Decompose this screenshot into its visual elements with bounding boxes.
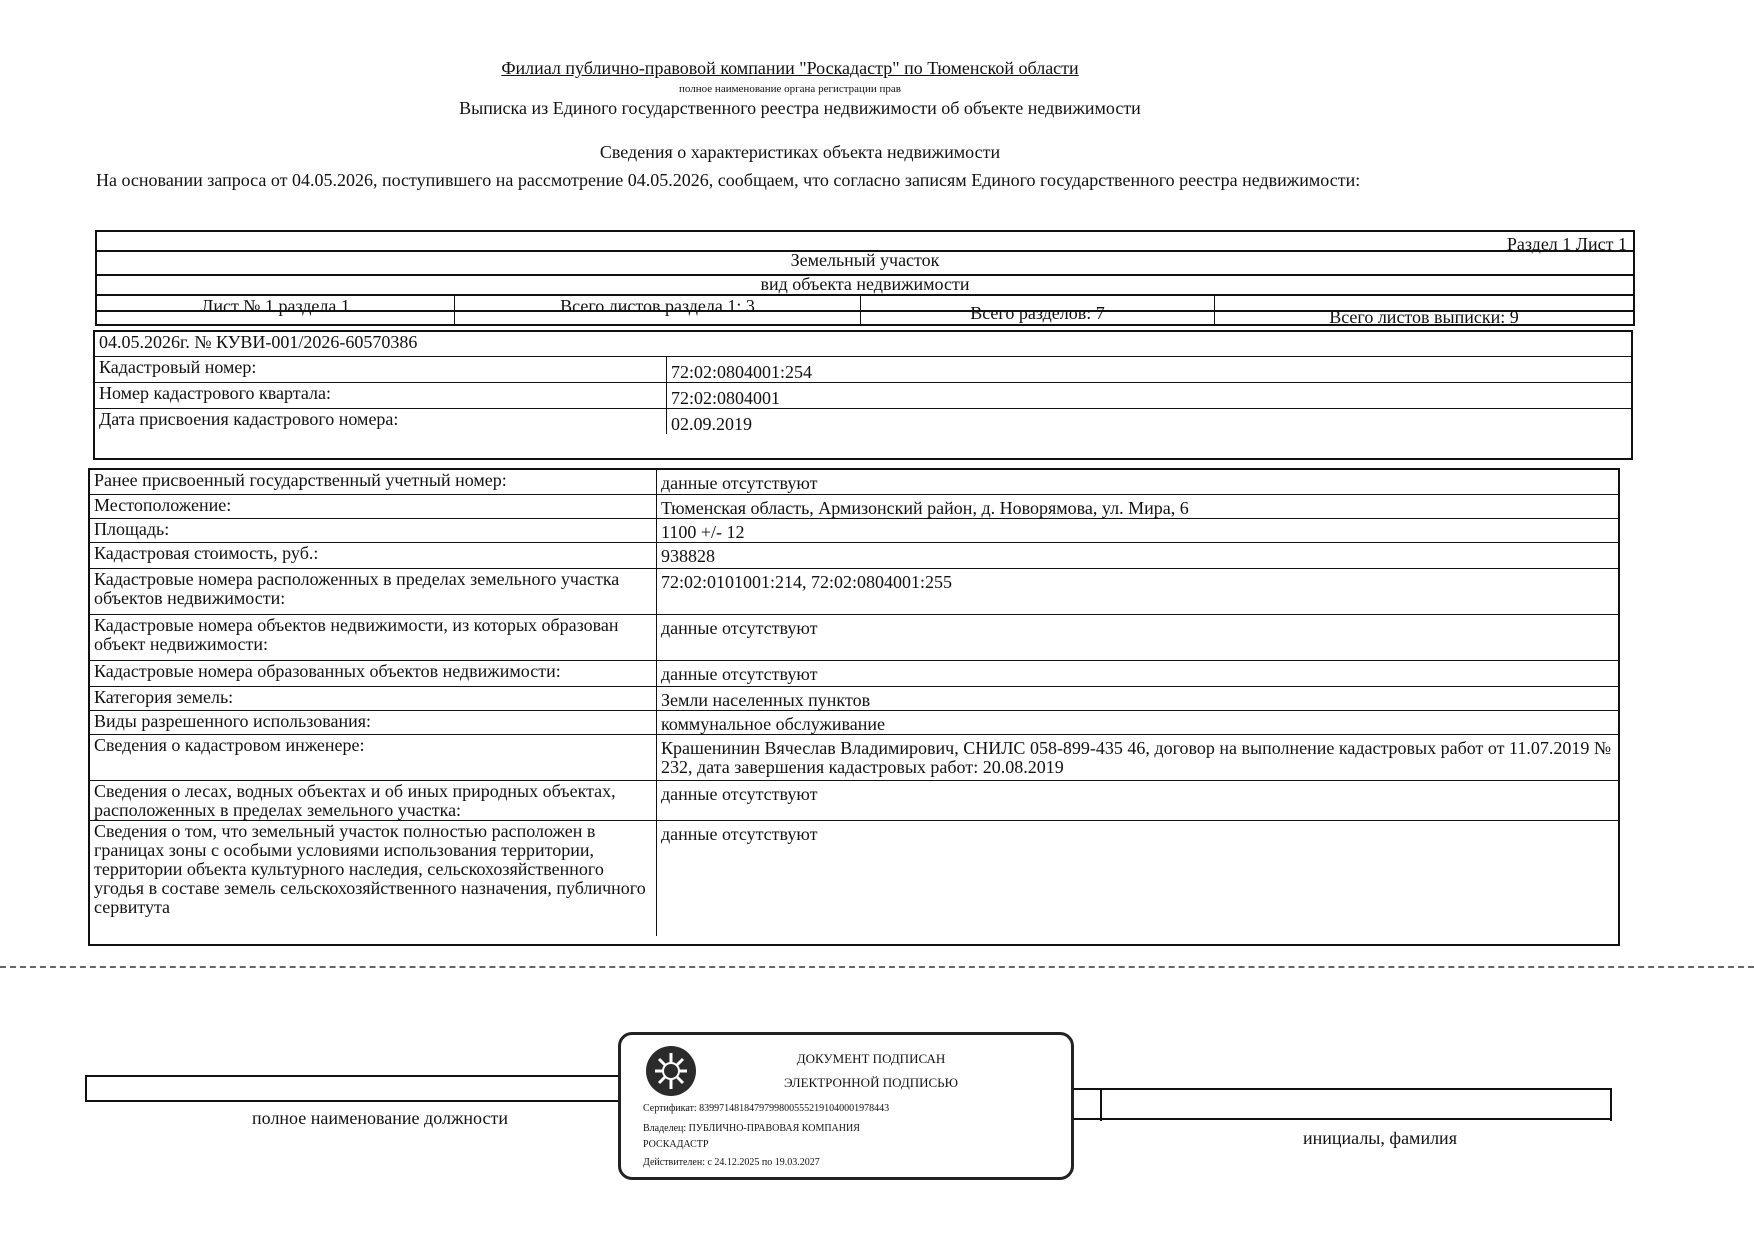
detail-value: коммунальное обслуживание: [657, 710, 1618, 734]
detail-value: данные отсутствуют: [657, 820, 1618, 936]
sheet-counts-table: [95, 294, 1635, 326]
detail-value: Тюменская область, Армизонский район, д. Новорямова, ул. Мира, 6: [657, 494, 1618, 518]
detail-label: Сведения о кадастровом инженере:: [90, 734, 657, 780]
stamp-line1: ДОКУМЕНТ ПОДПИСАН: [796, 1051, 946, 1066]
detail-value: Крашенинин Вячеслав Владимирович, СНИЛС 058-899-435 46, договор на выполнение кадастровых работ от 11.07.2019 № 232, дата завершения кадастровых работ: 20.08.2019: [657, 734, 1618, 780]
sheet-number: Лист № 1 раздела 1: [97, 296, 455, 324]
object-type: Земельный участок: [790, 250, 940, 270]
total-sections: Всего разделов: 7: [861, 296, 1215, 324]
stamp-owner2: РОСКАДАСТР: [643, 1139, 709, 1150]
signature-line-bottom: [85, 1100, 625, 1102]
detail-label: Кадастровые номера образованных объектов недвижимости:: [90, 660, 657, 686]
cadastral-table: [93, 330, 1633, 460]
total-sheets-extract: Всего листов выписки: 9: [1329, 307, 1519, 324]
cadastral-label: Кадастровый номер:: [95, 356, 667, 382]
stamp-validity: Действителен: с 24.12.2025 по 19.03.2027: [643, 1157, 820, 1168]
page-separator: [0, 966, 1754, 968]
detail-label: Кадастровая стоимость, руб.:: [90, 542, 657, 568]
signature-line-top: [85, 1075, 625, 1077]
detail-label: Площадь:: [90, 518, 657, 542]
detail-label: Кадастровые номера объектов недвижимости, из которых образован объект недвижимости:: [90, 614, 657, 660]
position-caption: полное наименование должности: [252, 1108, 508, 1128]
cadastral-value: 72:02:0804001:254: [667, 356, 1631, 382]
detail-label: Кадастровые номера расположенных в пределах земельного участка объектов недвижимости:: [90, 568, 657, 614]
detail-value: данные отсутствуют: [657, 780, 1618, 820]
detail-value: 1100 +/- 12: [657, 518, 1618, 542]
extract-reference: 04.05.2026г. № КУВИ-001/2026-60570386: [99, 332, 418, 352]
detail-value: данные отсутствуют: [661, 473, 818, 493]
detail-label: Виды разрешенного использования:: [90, 710, 657, 734]
cadastral-value: 02.09.2019: [667, 408, 1631, 434]
detail-value: данные отсутствуют: [657, 660, 1618, 686]
stamp-line2: ЭЛЕКТРОННОЙ ПОДПИСЬЮ: [784, 1075, 958, 1090]
section-title: Сведения о характеристиках объекта недвижимости: [599, 142, 1001, 162]
details-table: [88, 468, 1620, 946]
stamp-certificate: Сертификат: 83997148184797998005552191040001978443: [643, 1103, 890, 1114]
detail-label: Сведения о лесах, водных объектах и об иных природных объектах, расположенных в пределах земельного участка:: [90, 780, 657, 820]
object-type-caption: вид объекта недвижимости: [760, 274, 970, 294]
detail-label: Сведения о том, что земельный участок полностью расположен в границах зоны с особыми условиями использования территории, территории объекта культурного наследия, сельскохозяйственного угодья в составе земель сельскохозяйственного назначения, публичного сервитута: [90, 820, 657, 936]
detail-label: Местоположение:: [90, 494, 657, 518]
detail-value: данные отсутствуют: [657, 614, 1618, 660]
detail-value: 938828: [657, 542, 1618, 568]
detail-label: Ранее присвоенный государственный учетный номер:: [90, 470, 657, 494]
total-sheets-section: Всего листов раздела 1: 3: [455, 296, 861, 324]
section-sheet-label: Раздел 1 Лист 1: [1506, 234, 1627, 254]
cadastral-value: 72:02:0804001: [667, 382, 1631, 408]
detail-value: Земли населенных пунктов: [657, 686, 1618, 710]
intro-text: На основании запроса от 04.05.2026, поступившего на рассмотрение 04.05.2026, сообщаем, что согласно записям Единого государственного реестра недвижимости:: [96, 170, 1361, 190]
cadastral-label: Номер кадастрового квартала:: [95, 382, 667, 408]
name-caption: инициалы, фамилия: [1303, 1128, 1457, 1148]
document-title: Выписка из Единого государственного реестра недвижимости об объекте недвижимости: [459, 98, 1141, 118]
stamp-owner: Владелец: ПУБЛИЧНО-ПРАВОВАЯ КОМПАНИЯ: [643, 1123, 860, 1134]
detail-label: Категория земель:: [90, 686, 657, 710]
electronic-signature-stamp: [618, 1032, 1074, 1180]
roskadastr-emblem-icon: [643, 1043, 699, 1099]
cadastral-label: Дата присвоения кадастрового номера:: [95, 408, 667, 434]
organization-name: Филиал публично-правовой компании "Роскадастр" по Тюменской области: [501, 58, 1079, 78]
detail-value: 72:02:0101001:214, 72:02:0804001:255: [657, 568, 1618, 614]
organization-caption: полное наименование органа регистрации прав: [679, 83, 901, 95]
